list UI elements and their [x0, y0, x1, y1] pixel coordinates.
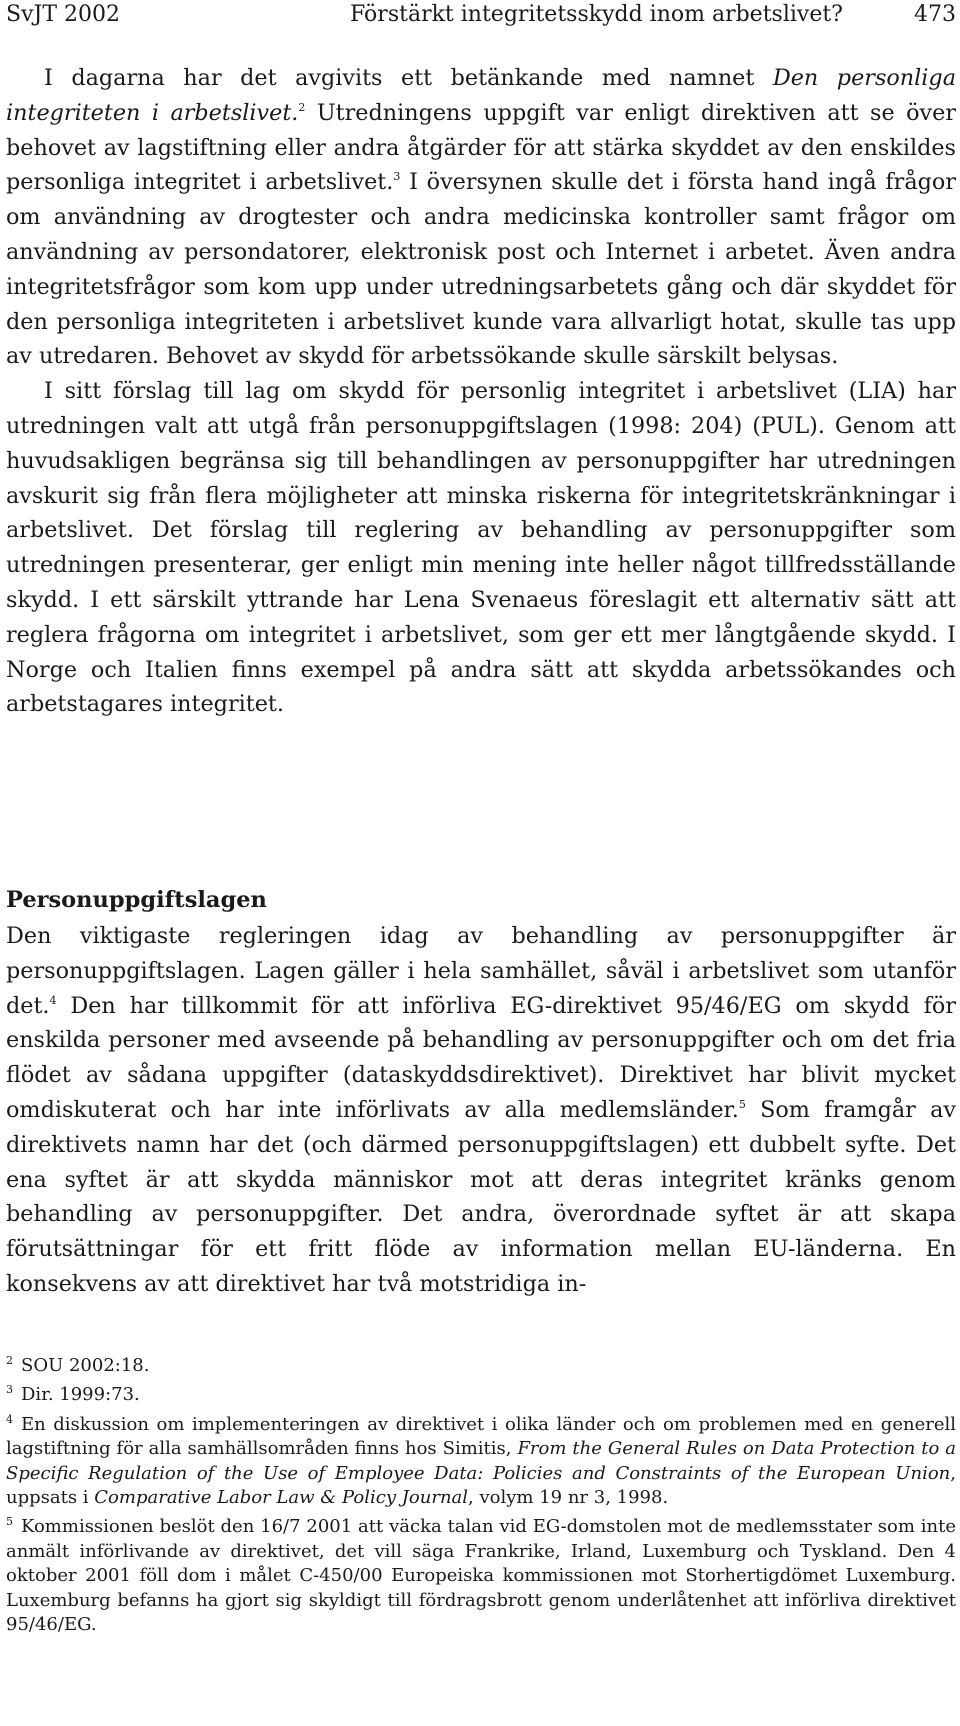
footnote-ref-2: 2: [298, 100, 306, 114]
footnote-number: 2: [6, 1354, 13, 1367]
section-heading: Personuppgiftslagen: [6, 887, 267, 913]
footnotes: [6, 1349, 956, 1637]
cited-paper-title: From the General Rules on Data Protection to a Specific Regulation of the Use of Employee Data: Policies and Constraints of the European Union: [6, 1438, 956, 1484]
footnote-number: 5: [6, 1515, 13, 1529]
paragraph-3-text-b: Den har tillkommit för att införliva EG-direktivet 95/46/EG om skydd för enskilda personer med avseende på behandling av personuppgifter och om det fria flödet av sådana uppgifter (dataskyddsdirektivet). Direktivet har blivit mycket omdiskuterat och har inte införlivats av alla medlemsländer.: [6, 992, 956, 1123]
journal-name: SvJT 2002: [6, 2, 120, 27]
footnote-text: Dir. 1999:73.: [21, 1384, 140, 1406]
paragraph-1-text-b: Utredningens uppgift var enligt direktiven att se över behovet av lagstiftning eller andra åtgärder för att stärka skyddet av den enskildes personliga integritet i arbetslivet.: [6, 99, 956, 196]
paragraph-3: [6, 919, 956, 1302]
footnote-text: Kommissionen beslöt den 16/7 2001 att väcka talan vid EG-domstolen mot de medlemsstater som inte anmält införlivande av direktivet, det vill säga Frankrike, Irland, Luxemburg och Tyskland. Den 4 oktober 2001 föll dom i målet C-450/00 Europeiska kommissionen mot Storhertigdömet Luxemburg. Luxemburg befanns ha gjort sig skyldigt till fördragsbrott genom underlåtenhet att införliva direktivet 95/46/EG.: [6, 1516, 956, 1636]
footnote-5: [6, 1510, 956, 1637]
footnote-text: , volym 19 nr 3, 1998.: [468, 1487, 669, 1509]
footnote-4: [6, 1408, 956, 1511]
footnote-text: En diskussion om implementeringen av direktivet i olika länder och om problemen med en generell lagstiftning för alla samhällsområden finns hos Simitis,: [6, 1413, 956, 1460]
footnote-number: 4: [6, 1412, 13, 1426]
page-number: 473: [914, 2, 956, 27]
paragraph-1: [6, 61, 956, 374]
footnote-3: [6, 1378, 956, 1407]
footnote-ref-5: 5: [738, 1097, 746, 1111]
footnote-number: 3: [6, 1383, 13, 1397]
footnote-2: [6, 1349, 956, 1378]
paragraph-3-text-a: Den viktigaste regleringen idag av behandling av personuppgifter är personuppgiftslagen. Lagen gäller i hela samhället, såväl i arbetslivet som utanför det.: [6, 923, 956, 1019]
running-header: [6, 0, 956, 34]
section-text: [6, 919, 956, 1302]
cited-journal-title: Comparative Labor Law & Policy Journal: [94, 1487, 469, 1509]
footnote-text: SOU 2002:18.: [21, 1355, 150, 1376]
paragraph-1-text-c: I översynen skulle det i första hand ingå frågor om användning av drogtester och andra medicinska kontroller samt frågor om användning av persondatorer, elektronisk post och Internet i arbetet. Även andra integritetsfrågor som kom upp under utredningsarbetets gång och där skyddet för den personliga integriteten i arbetslivet kunde vara allvarligt hotat, skulle tas upp av utredaren. Behovet av skydd för arbetssökande skulle särskilt belysas.: [6, 169, 956, 370]
body-text: [6, 61, 956, 722]
footnote-ref-4: 4: [49, 993, 57, 1007]
paragraph-1-text-a: I dagarna har det avgivits ett betänkande med namnet: [44, 65, 773, 91]
paragraph-3-text-c: Som framgår av direktivets namn har det (och därmed personuppgiftslagen) ett dubbelt syfte. Det ena syftet är att skydda människor mot att deras integritet kränks genom behandling av personuppgifter. Det andra, överordnade syftet är att skapa förutsättningar för ett fritt flöde av information mellan EU-länderna. En konsekvens av att direktivet har två motstridiga in-: [6, 1096, 956, 1297]
report-title: Den personliga integriteten i arbetslivet.: [6, 65, 956, 126]
footnote-text: , uppsats i: [6, 1462, 956, 1509]
running-title: Förstärkt integritetsskydd inom arbetslivet?: [350, 2, 843, 27]
paragraph-2: I sitt förslag till lag om skydd för personlig integritet i arbetslivet (LIA) har utredningen valt att utgå från personuppgiftslagen (1998: 204) (PUL). Genom att huvudsakligen begränsa sig till behandlingen av personuppgifter har utredningen avskurit sig från flera möjligheter att minska riskerna för integritetskränkningar i arbetslivet. Det förslag till reglering av behandling av personuppgifter som utredningen presenterar, ger enligt min mening inte heller något tillfredsställande skydd. I ett särskilt yttrande har Lena Svenaeus föreslagit ett alternativ sätt att reglera frågorna om integritet i arbetslivet, som ger ett mer långtgående skydd. I Norge och Italien finns exempel på andra sätt att skydda arbetssökandes och arbetstagares integritet.: [6, 378, 956, 718]
footnote-ref-3: 3: [393, 170, 401, 184]
